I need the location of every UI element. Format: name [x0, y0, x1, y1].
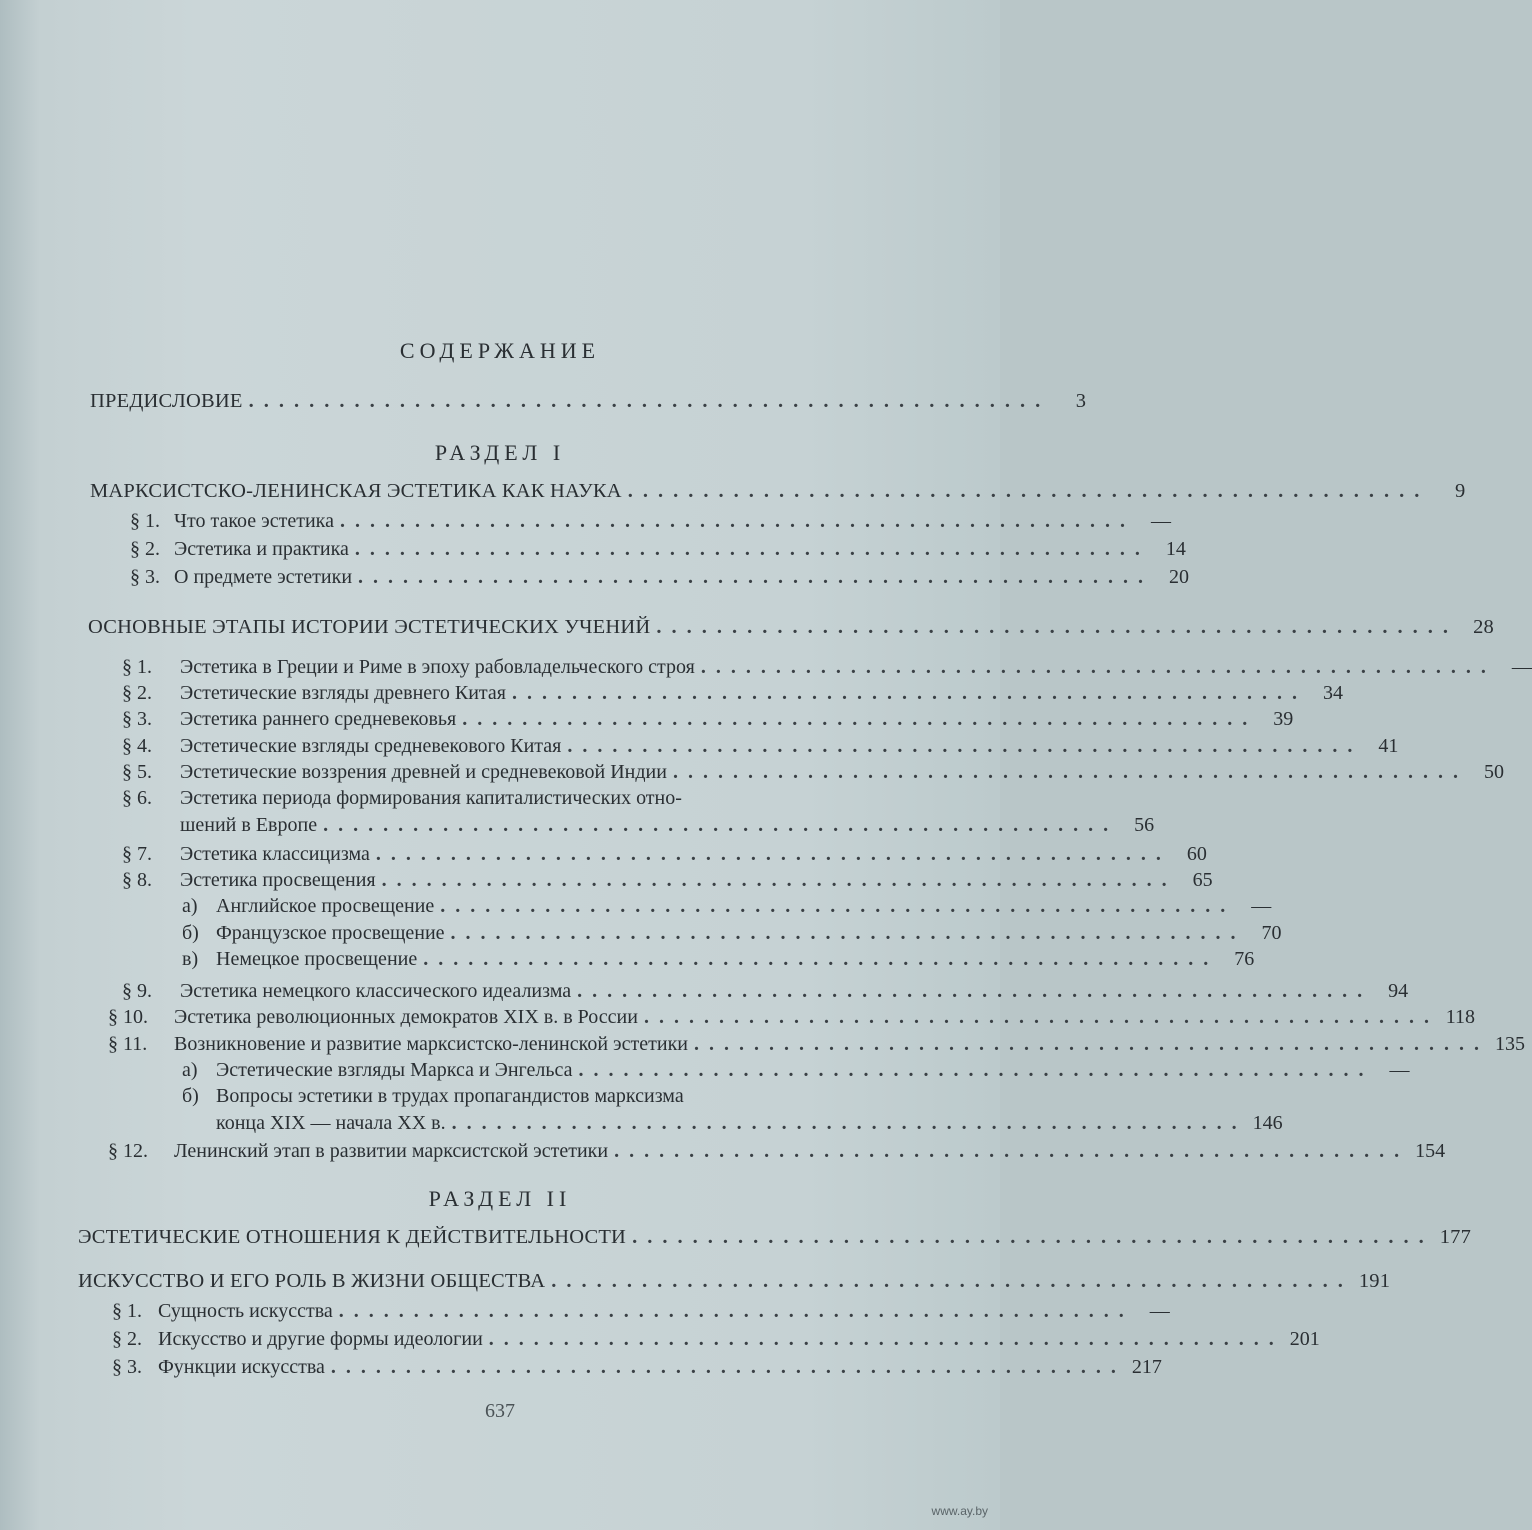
toc-item [130, 536, 1186, 562]
toc-item [182, 946, 1255, 972]
item-number: § 2. [112, 1328, 142, 1350]
item-page: — [1389, 1059, 1410, 1081]
item-text: Эстетика раннего средневековья [180, 708, 457, 730]
leader-dots: ..................................................... [358, 566, 1154, 588]
toc-item-continuation [216, 1110, 1283, 1136]
item-page: 94 [1388, 980, 1409, 1002]
leader-dots: ..................................................... [693, 1033, 1489, 1055]
item-page: 39 [1273, 708, 1294, 730]
toc-chapter-1 [90, 478, 1466, 504]
item-page: 65 [1192, 869, 1213, 891]
item-page: 217 [1131, 1356, 1162, 1378]
toc-item [122, 785, 870, 811]
toc-item [182, 893, 1272, 919]
item-number: а) [182, 895, 198, 917]
item-number: § 12. [108, 1140, 148, 1162]
leader-dots: ..................................................... [511, 682, 1307, 704]
item-text: Что такое эстетика [174, 510, 334, 532]
toc-item-continuation [180, 812, 1155, 838]
section-heading-1: РАЗДЕЛ I [434, 440, 566, 465]
item-text: Эстетика немецкого классического идеализма [180, 980, 572, 1002]
toc-item [130, 508, 1171, 534]
item-text-cont: шений в Европе [180, 814, 318, 836]
toc-chapter-4 [78, 1268, 1391, 1294]
toc-item [112, 1326, 1320, 1352]
item-page: 76 [1234, 948, 1255, 970]
toc-item [182, 920, 1282, 946]
chapter-title: МАРКСИСТСКО-ЛЕНИНСКАЯ ЭСТЕТИКА КАК НАУКА [90, 480, 622, 502]
leader-dots: ..................................................... [488, 1328, 1284, 1350]
item-page: 146 [1252, 1112, 1283, 1134]
item-text: Искусство и другие формы идеологии [158, 1328, 483, 1350]
leader-dots: ..................................................... [614, 1140, 1410, 1162]
item-text: Возникновение и развитие марксистско-ленинской эстетики [174, 1033, 688, 1055]
toc-item [182, 1083, 870, 1109]
leader-dots: ..................................................... [248, 390, 1051, 412]
item-number: § 5. [122, 761, 152, 783]
toc-item [108, 1138, 1446, 1164]
leader-dots: ..................................................... [440, 895, 1236, 917]
item-number: § 1. [130, 510, 160, 532]
chapter-title: ЭСТЕТИЧЕСКИЕ ОТНОШЕНИЯ К ДЕЙСТВИТЕЛЬНОСТИ [78, 1226, 627, 1248]
leader-dots: ..................................................... [354, 538, 1150, 560]
toc-item [122, 841, 1207, 867]
item-text: Сущность искусства [158, 1300, 333, 1322]
item-text: О предмете эстетики [174, 566, 353, 588]
leader-dots: ..................................................... [375, 843, 1171, 865]
toc-item [108, 1031, 1525, 1057]
item-number: § 3. [130, 566, 160, 588]
item-text: Французское просвещение [216, 922, 445, 944]
item-text: Вопросы эстетики в трудах пропагандистов марксизма [216, 1085, 684, 1107]
item-page: — [1149, 1300, 1170, 1322]
section-heading-2: РАЗДЕЛ II [428, 1186, 572, 1211]
toc-item [122, 759, 1504, 785]
item-number: § 4. [122, 735, 152, 757]
chapter-title: ИСКУССТВО И ЕГО РОЛЬ В ЖИЗНИ ОБЩЕСТВА [78, 1270, 546, 1292]
item-text-cont: конца XIX — начала XX в. [216, 1112, 446, 1134]
item-page: 34 [1322, 682, 1343, 704]
page-number: 637 [485, 1400, 515, 1422]
item-number: в) [182, 948, 199, 970]
leader-dots: ..................................................... [451, 1112, 1247, 1134]
leader-dots: ..................................................... [700, 656, 1496, 678]
leader-dots: ..................................................... [627, 480, 1430, 502]
item-text: Английское просвещение [216, 895, 435, 917]
entry-page: 3 [1075, 390, 1087, 412]
item-page: 135 [1494, 1033, 1525, 1055]
leader-dots: ..................................................... [323, 814, 1119, 836]
item-number: § 11. [108, 1033, 148, 1055]
toc-chapter-2 [88, 614, 1494, 640]
item-number: б) [182, 1085, 199, 1107]
item-page: 56 [1134, 814, 1155, 836]
item-page: 201 [1289, 1328, 1320, 1350]
item-text: Функции искусства [158, 1356, 325, 1378]
chapter-page: 9 [1454, 480, 1466, 502]
item-text: Эстетические взгляды древнего Китая [180, 682, 506, 704]
toc-item [112, 1354, 1162, 1380]
leader-dots: ..................................................... [567, 735, 1363, 757]
leader-dots: ..................................................... [551, 1270, 1353, 1292]
item-page: 154 [1415, 1140, 1446, 1162]
watermark: www.ay.by [931, 1504, 988, 1518]
toc-chapter-3 [78, 1224, 1472, 1250]
toc-item [122, 733, 1399, 759]
item-text: Эстетика классицизма [180, 843, 370, 865]
item-number: § 3. [112, 1356, 142, 1378]
item-page: 14 [1165, 538, 1186, 560]
entry-text: ПРЕДИСЛОВИЕ [90, 390, 243, 412]
toc-item [122, 680, 1343, 706]
chapter-page: 177 [1439, 1226, 1472, 1248]
toc-item [130, 564, 1190, 590]
toc-item [122, 978, 1409, 1004]
item-number: § 1. [112, 1300, 142, 1322]
item-number: § 2. [130, 538, 160, 560]
chapter-title: ОСНОВНЫЕ ЭТАПЫ ИСТОРИИ ЭСТЕТИЧЕСКИХ УЧЕНИЙ [88, 616, 651, 638]
chapter-page: 191 [1358, 1270, 1391, 1292]
leader-dots: ..................................................... [381, 869, 1177, 891]
item-number: § 7. [122, 843, 152, 865]
leader-dots: ..................................................... [330, 1356, 1126, 1378]
item-text: Эстетика просвещения [180, 869, 376, 891]
item-number: § 1. [122, 656, 152, 678]
item-number: а) [182, 1059, 198, 1081]
item-text: Эстетические взгляды средневекового Китая [180, 735, 562, 757]
item-page: 41 [1378, 735, 1399, 757]
leader-dots: ..................................................... [672, 761, 1468, 783]
toc-item [108, 1004, 1475, 1030]
leader-dots: ..................................................... [339, 510, 1135, 532]
item-page: 20 [1169, 566, 1190, 588]
item-page: 50 [1483, 761, 1504, 783]
toc-title: СОДЕРЖАНИЕ [399, 338, 601, 363]
item-page: — [1511, 656, 1532, 678]
leader-dots: ..................................................... [462, 708, 1258, 730]
item-page: 60 [1186, 843, 1207, 865]
leader-dots: ..................................................... [423, 948, 1219, 970]
item-text: Эстетика революционных демократов XIX в. в России [174, 1006, 638, 1028]
item-text: Эстетика в Греции и Риме в эпоху рабовладельческого строя [180, 656, 695, 678]
toc-item [112, 1298, 1170, 1324]
toc-item [182, 1057, 1410, 1083]
leader-dots: ..................................................... [578, 1059, 1374, 1081]
item-page: 118 [1445, 1006, 1475, 1028]
item-text: Ленинский этап в развитии марксистской эстетики [174, 1140, 609, 1162]
leader-dots: ..................................................... [338, 1300, 1134, 1322]
item-number: § 10. [108, 1006, 148, 1028]
leader-dots: ..................................................... [577, 980, 1373, 1002]
item-number: § 9. [122, 980, 152, 1002]
toc-item [122, 706, 1294, 732]
item-text: Эстетические взгляды Маркса и Энгельса [216, 1059, 573, 1081]
item-number: § 3. [122, 708, 152, 730]
item-number: б) [182, 922, 199, 944]
item-number: § 8. [122, 869, 152, 891]
item-page: — [1150, 510, 1171, 532]
toc-item [122, 654, 1532, 680]
item-page: — [1251, 895, 1272, 917]
item-page: 70 [1261, 922, 1282, 944]
leader-dots: ..................................................... [656, 616, 1458, 638]
item-text: Немецкое просвещение [216, 948, 418, 970]
leader-dots: ..................................................... [450, 922, 1246, 944]
toc-item [122, 867, 1213, 893]
item-text: Эстетика периода формирования капиталистических отно- [180, 787, 682, 809]
item-number: § 6. [122, 787, 152, 809]
chapter-page: 28 [1473, 616, 1494, 638]
toc-entry-preface [90, 388, 1087, 414]
item-text: Эстетика и практика [174, 538, 349, 560]
leader-dots: ..................................................... [643, 1006, 1439, 1028]
item-number: § 2. [122, 682, 152, 704]
leader-dots: ..................................................... [632, 1226, 1434, 1248]
item-text: Эстетические воззрения древней и средневековой Индии [180, 761, 667, 783]
